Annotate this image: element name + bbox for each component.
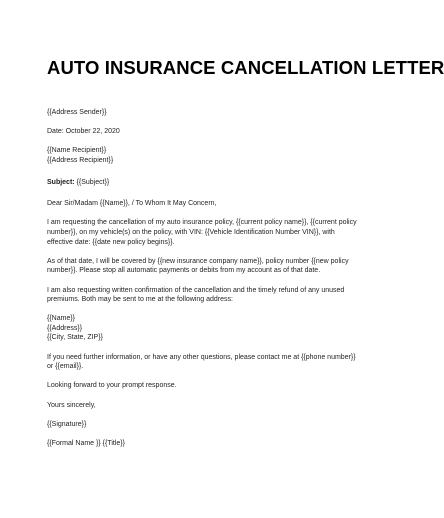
salutation: Dear Sir/Madam {{Name}}, / To Whom It May Concern,: [47, 200, 217, 208]
paragraph-closing-remark: Looking forward to your prompt response.: [47, 382, 177, 390]
letter-date: Date: October 22, 2020: [47, 128, 120, 136]
address-sender: {{Address Sender}}: [47, 109, 107, 116]
letter-body: [47, 108, 357, 449]
subject-value: {{Subject}}: [74, 178, 110, 186]
address-recipient: {{Address Recipient}}: [47, 156, 114, 164]
paragraph-cancellation-request: I am requesting the cancellation of my auto insurance policy, {{current policy name}}, {{current policy number}}, on my vehicle(s) on the policy, with VIN: {{Vehicle Identification Number VIN}}, with effective date: {{date new policy begins}}.: [47, 219, 357, 246]
name-recipient: {{Name Recipient}}: [47, 147, 107, 155]
address-name: {{Name}}: [47, 315, 76, 323]
letter-title: AUTO INSURANCE CANCELLATION LETTER: [47, 57, 444, 78]
paragraph-contact: If you need further information, or have any other questions, please contact me at {{phone number}} or {{email}}.: [47, 353, 356, 371]
subject-label: Subject:: [47, 178, 75, 186]
signature: {{Signature}}: [47, 420, 87, 428]
formal-name-title: {{Formal Name }} {{Title}}: [47, 440, 125, 447]
paragraph-confirmation-request: I am also requesting written confirmation of the cancellation and the timely refund of any unused premiums. Both may be sent to me at the following address:: [47, 286, 345, 304]
address-city-state-zip: {{City, State, ZIP}}: [47, 334, 103, 342]
paragraph-new-coverage: As of that date, I will be covered by {{new insurance company name}}, policy number {{new policy number}}. Please stop all automatic payments or debits from my account as of that date.: [47, 257, 349, 275]
address-street: {{Address}}: [47, 324, 83, 332]
closing: Yours sincerely,: [47, 401, 96, 409]
subject-line: [47, 178, 357, 188]
